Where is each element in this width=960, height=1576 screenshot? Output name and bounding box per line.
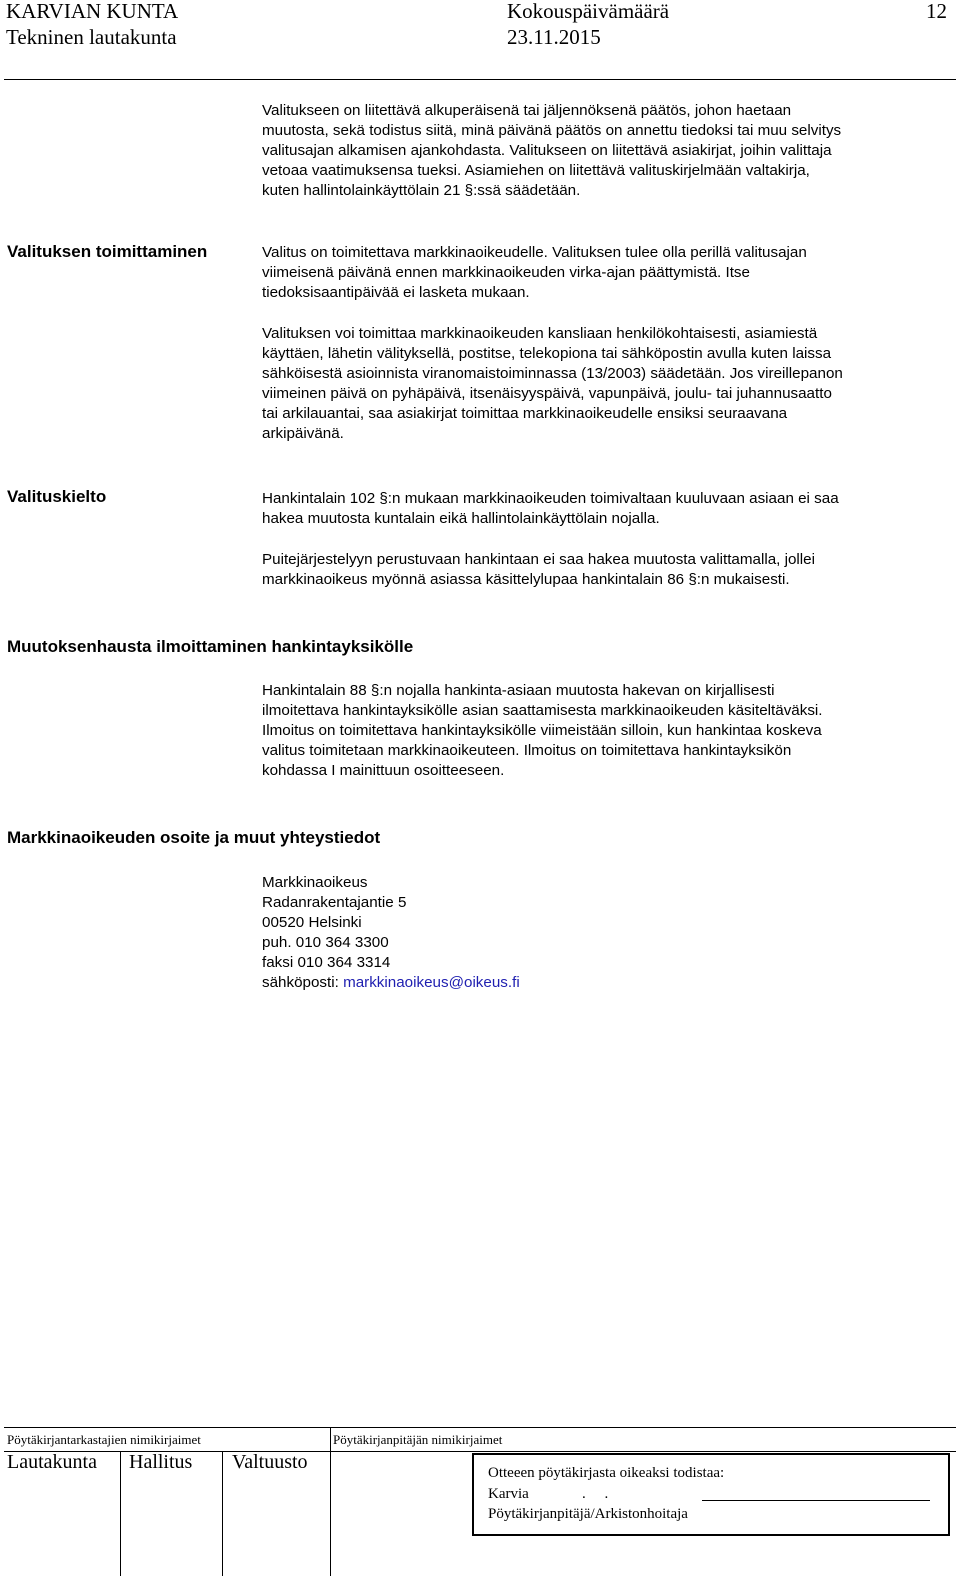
- text-line: Ilmoitus on toimitettava hankintayksikölle viimeistään silloin, kun hankintaa koskeva: [262, 722, 822, 739]
- text-line: tai arkilauantai, saa asiakirjat toimittaa markkinaoikeudelle ensiksi seuraavana: [262, 405, 788, 422]
- board-name: Tekninen lautakunta: [6, 25, 177, 49]
- text-line: vetoaa vaatimuksensa tueksi. Asiamiehen on liitettävä valituskirjelmään valtakirja,: [262, 162, 810, 179]
- certificate-signature-title: Pöytäkirjanpitäjä/Arkistonhoitaja: [488, 1506, 688, 1522]
- email-line: [262, 973, 520, 993]
- page-number: 12: [926, 0, 947, 23]
- valituskielto-paragraph-1: [262, 489, 839, 529]
- meeting-date-label: Kokouspäivämäärä: [507, 0, 670, 23]
- phone: puh. 010 364 3300: [262, 934, 389, 951]
- body-valtuusto: Valtuusto: [232, 1451, 308, 1473]
- text-line: valitusajan alkamisen ajankohdasta. Valitukseen on liitettävä asiakirjat, joihin valittaja: [262, 142, 832, 159]
- toimittaminen-paragraph-2: [262, 324, 843, 444]
- text-line: käyttäen, lähetin välityksellä, postitse, telekopiona tai sähköpostin avulla kuten laissa: [262, 345, 832, 362]
- certificate-text: Otteeen pöytäkirjasta oikeaksi todistaa:: [488, 1465, 725, 1481]
- body-lautakunta: Lautakunta: [7, 1451, 97, 1473]
- text-line: viimeinen päivä on pyhäpäivä, itsenäisyyspäivä, vapunpäivä, joulu- tai juhannusaatto: [262, 385, 832, 402]
- section-heading-valituskielto: Valituskielto: [7, 487, 107, 506]
- body-hallitus: Hallitus: [129, 1451, 193, 1473]
- text-line: Hankintalain 102 §:n mukaan markkinaoikeuden toimivaltaan kuuluvaan asiaan ei saa: [262, 490, 839, 507]
- certificate-date-dots: . .: [582, 1486, 609, 1502]
- email-label: sähköposti:: [262, 974, 344, 991]
- court-name: Markkinaoikeus: [262, 874, 368, 891]
- postal-address: 00520 Helsinki: [262, 914, 362, 931]
- text-line: valitus toimitetaan markkinaoikeuteen. Ilmoitus on toimitettava hankintayksikön: [262, 742, 792, 759]
- street-address: Radanrakentajantie 5: [262, 894, 407, 911]
- text-line: markkinaoikeus myönnä asiassa käsittelylupaa hankintalain 86 §:n mukaisesti.: [262, 571, 790, 588]
- text-line: tiedoksisaantipäivää ei lasketa mukaan.: [262, 284, 530, 301]
- contact-block: [262, 873, 520, 993]
- text-line: Valitus on toimitettava markkinaoikeudelle. Valituksen tulee olla perillä valitusajan: [262, 244, 807, 261]
- meeting-date: 23.11.2015: [507, 25, 601, 49]
- text-line: sähköisestä asioinnista viranomaistoiminnassa (13/2003) säädetään. Jos vireillepanon: [262, 365, 843, 382]
- ilmoittaminen-paragraph-1: [262, 681, 823, 781]
- inspectors-initials-label: Pöytäkirjantarkastajien nimikirjaimet: [7, 1432, 201, 1447]
- text-line: kohdassa I mainittuun osoitteeseen.: [262, 762, 505, 779]
- text-line: viimeisenä päivänä ennen markkinaoikeuden virka-ajan päättymistä. Itse: [262, 264, 750, 281]
- header-divider: [4, 79, 956, 80]
- fax: faksi 010 364 3314: [262, 954, 391, 971]
- body-divider: [120, 1452, 121, 1576]
- org-name: KARVIAN KUNTA: [6, 0, 179, 23]
- intro-paragraph: [262, 101, 841, 201]
- text-line: ilmoitettava hankintayksikölle asian saattamisesta markkinaoikeuden käsiteltäväksi.: [262, 702, 823, 719]
- text-line: Valitukseen on liitettävä alkuperäisenä tai jäljennöksenä päätös, johon haetaan: [262, 102, 792, 119]
- text-line: Puitejärjestelyyn perustuvaan hankintaan ei saa hakea muutosta valittamalla, jollei: [262, 551, 815, 568]
- certificate-place: Karvia: [488, 1486, 529, 1502]
- text-line: hakea muutosta kuntalain eikä hallintolainkäyttölain nojalla.: [262, 510, 660, 527]
- certificate-box: [472, 1453, 950, 1536]
- text-line: Valituksen voi toimittaa markkinaoikeuden kansliaan henkilökohtaisesti, asiamiestä: [262, 325, 818, 342]
- signature-line: [702, 1500, 930, 1501]
- keeper-initials-label: Pöytäkirjanpitäjän nimikirjaimet: [333, 1432, 503, 1447]
- text-line: muutosta, sekä todistus siitä, minä päivänä päätös on annettu tiedoksi tai muu selvitys: [262, 122, 842, 139]
- body-divider: [222, 1452, 223, 1576]
- section-heading-ilmoittaminen: Muutoksenhausta ilmoittaminen hankintayksikölle: [7, 637, 414, 656]
- section-heading-osoite: Markkinaoikeuden osoite ja muut yhteystiedot: [7, 828, 381, 847]
- valituskielto-paragraph-2: [262, 550, 815, 590]
- section-heading-toimittaminen: Valituksen toimittaminen: [7, 242, 208, 261]
- text-line: arkipäivänä.: [262, 425, 344, 442]
- toimittaminen-paragraph-1: [262, 243, 807, 303]
- text-line: kuten hallintolainkäyttölain 21 §:ssä säädetään.: [262, 182, 581, 199]
- footer-divider: [4, 1427, 956, 1428]
- text-line: Hankintalain 88 §:n nojalla hankinta-asiaan muutosta hakevan on kirjallisesti: [262, 682, 775, 699]
- email-link[interactable]: markkinaoikeus@oikeus.fi: [343, 974, 520, 991]
